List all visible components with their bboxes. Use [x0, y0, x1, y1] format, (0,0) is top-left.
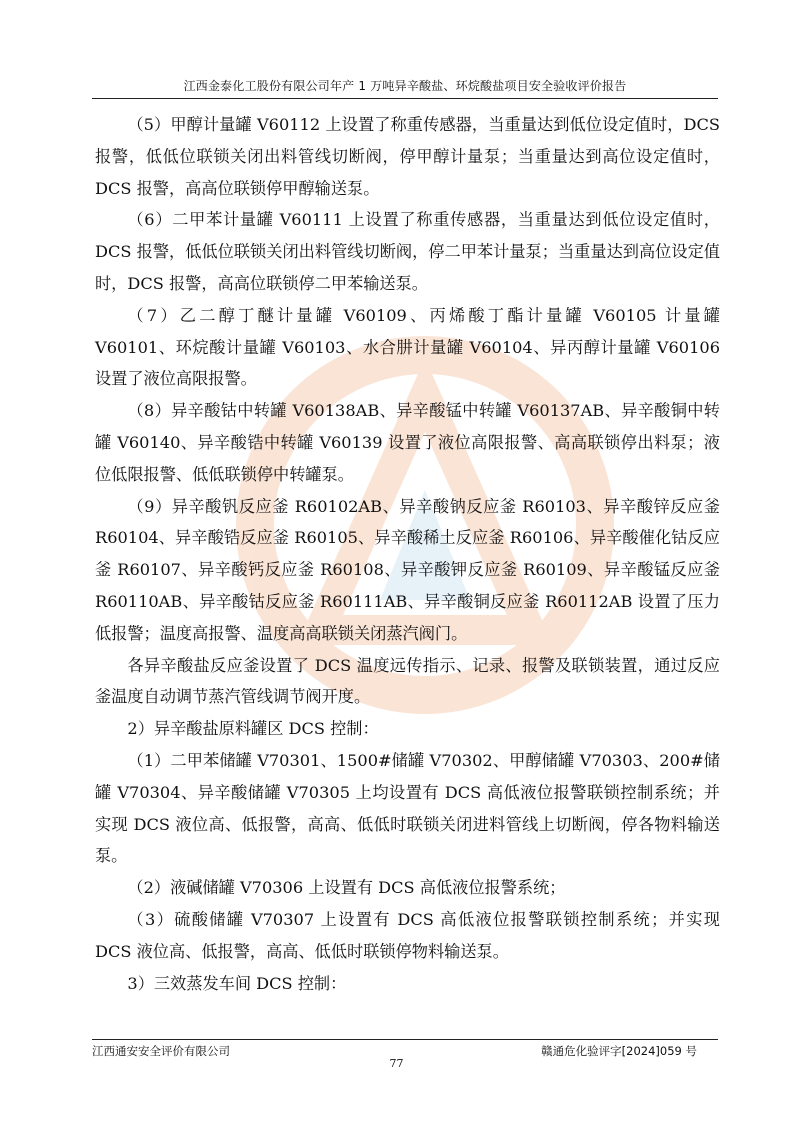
footer-report-number: 赣通危化验评字[2024]059 号	[541, 1044, 697, 1058]
paragraph: （1）二甲苯储罐 V70301、1500#储罐 V70302、甲醇储罐 V70303、200#储罐 V70304、异辛酸储罐 V70305 上均设置有 DCS 高低液位报警联锁控制系统；并实现 DCS 液位高、低报警，高高、低低时联锁关闭进料管线上切断阀，停各物料输送泵。	[95, 750, 720, 866]
page-header-title: 江西金泰化工股份有限公司年产 1 万吨异辛酸盐、环烷酸盐项目安全验收评价报告	[183, 79, 627, 93]
section-heading: 2）异辛酸盐原料罐区 DCS 控制：	[127, 719, 379, 739]
paragraph: 各异辛酸盐反应釜设置了 DCS 温度远传指示、记录、报警及联锁装置，通过反应釜温度自动调节蒸汽管线调节阀开度。	[95, 655, 720, 707]
document-body	[95, 109, 720, 999]
footer-company: 江西通安安全评价有限公司	[92, 1044, 230, 1058]
paragraph: （5）甲醇计量罐 V60112 上设置了称重传感器，当重量达到低位设定值时，DCS 报警，低低位联锁关闭出料管线切断阀，停甲醇计量泵；当重量达到高位设定值时，DCS 报警，高高位联锁停甲醇输送泵。	[95, 115, 720, 198]
paragraph: （2）液碱储罐 V70306 上设置有 DCS 高低液位报警系统；	[127, 878, 566, 898]
paragraph: （6）二甲苯计量罐 V60111 上设置了称重传感器，当重量达到低位设定值时，DCS 报警，低低位联锁关闭出料管线切断阀，停二甲苯计量泵；当重量达到高位设定值时，DCS 报警，高高位联锁停二甲苯输送泵。	[95, 210, 720, 293]
section-heading: 3）三效蒸发车间 DCS 控制：	[127, 973, 347, 993]
footer-divider	[92, 1039, 718, 1040]
paragraph: （8）异辛酸钴中转罐 V60138AB、异辛酸锰中转罐 V60137AB、异辛酸铜中转罐 V60140、异辛酸锆中转罐 V60139 设置了液位高限报警、高高联锁停出料泵；液位低限报警、低低联锁停中转罐泵。	[95, 401, 720, 484]
page-number: 77	[389, 1057, 404, 1070]
paragraph: （9）异辛酸钒反应釜 R60102AB、异辛酸钠反应釜 R60103、异辛酸锌反应釜 R60104、异辛酸锆反应釜 R60105、异辛酸稀土反应釜 R60106、异辛酸催化钴反应釜 R60107、异辛酸钙反应釜 R60108、异辛酸钾反应釜 R60109、异辛酸锰反应釜 R60110AB、异辛酸钴反应釜 R60111AB、异辛酸铜反应釜 R60112AB 设置了压力低报警；温度高报警、温度高高联锁关闭蒸汽阀门。	[95, 496, 720, 643]
header-divider	[92, 98, 718, 99]
paragraph: （7）乙二醇丁醚计量罐 V60109、丙烯酸丁酯计量罐 V60105 计量罐 V60101、环烷酸计量罐 V60103、水合肼计量罐 V60104、异丙醇计量罐 V60106 设置了液位高限报警。	[95, 305, 720, 389]
paragraph: （3）硫酸储罐 V70307 上设置有 DCS 高低液位报警联锁控制系统；并实现 DCS 液位高、低报警，高高、低低时联锁停物料输送泵。	[95, 909, 720, 961]
